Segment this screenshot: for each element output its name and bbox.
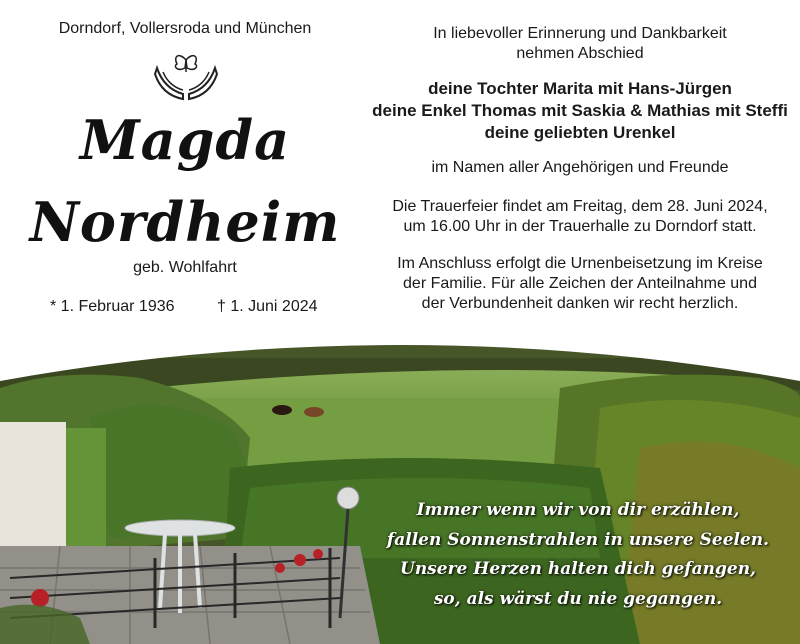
service-line: um 16.00 Uhr in der Trauerhalle zu Dorndorf statt. <box>403 218 757 235</box>
verse-line: fallen Sonnenstrahlen in unsere Seelen. <box>386 529 770 550</box>
last-name: Nordheim <box>29 190 341 254</box>
urn-line: der Familie. Für alle Zeichen der Anteilnahme und <box>403 275 757 292</box>
mourners-list <box>370 78 790 144</box>
memorial-verse <box>368 496 788 614</box>
right-column <box>370 0 790 345</box>
first-name: Magda <box>79 108 291 172</box>
urn-line: Im Anschluss erfolgt die Urnenbeisetzung im Kreise <box>397 255 763 272</box>
death-date: † 1. Juni 2024 <box>217 298 318 315</box>
urn-info <box>370 254 790 314</box>
urn-line: der Verbundenheit danken wir recht herzlich. <box>421 295 739 312</box>
mourner-line: deine geliebten Urenkel <box>484 123 676 142</box>
behalf-line: im Namen aller Angehörigen und Freunde <box>431 159 729 176</box>
service-info <box>370 197 790 237</box>
mourner-line: deine Tochter Marita mit Hans-Jürgen <box>428 79 732 98</box>
birth-date: * 1. Februar 1936 <box>50 298 175 315</box>
places-line: Dorndorf, Vollersroda und München <box>58 20 312 37</box>
service-line: Die Trauerfeier findet am Freitag, dem 28. Juni 2024, <box>392 198 768 215</box>
mourner-line: deine Enkel Thomas mit Saskia & Mathias mit Steffi <box>372 101 788 120</box>
hands-butterfly-icon <box>153 52 219 102</box>
left-column <box>10 0 360 345</box>
verse-line: Unsere Herzen halten dich gefangen, <box>400 559 756 579</box>
verse-line: Immer wenn wir von dir erzählen, <box>416 500 740 520</box>
intro-line: In liebevoller Erinnerung und Dankbarkeit <box>433 25 727 42</box>
verse-line: so, als wärst du nie gegangen. <box>433 588 723 609</box>
intro-text <box>370 24 790 64</box>
intro-line: nehmen Abschied <box>516 45 644 62</box>
maiden-name: geb. Wohlfahrt <box>133 259 237 276</box>
